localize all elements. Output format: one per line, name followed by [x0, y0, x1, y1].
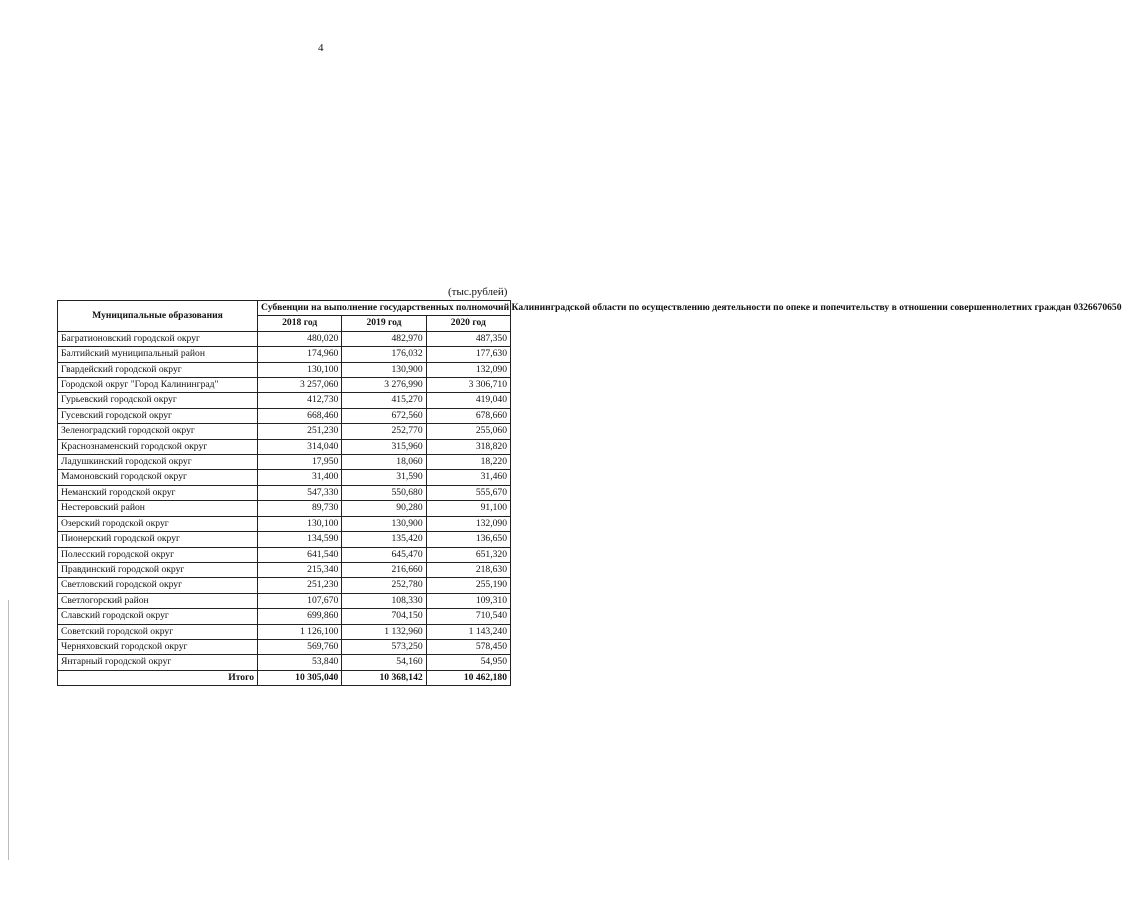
table-row — [58, 347, 511, 362]
year-header: 2018 год — [258, 316, 342, 331]
units-note: (тыс.рублей) — [448, 286, 508, 298]
total-row — [58, 670, 511, 685]
municipality-name: Балтийский муниципальный район — [58, 347, 258, 362]
value-cell: 177,630 — [426, 347, 510, 362]
municipality-name: Озерский городской округ — [58, 516, 258, 531]
value-cell: 672,560 — [342, 408, 426, 423]
value-cell: 132,090 — [426, 516, 510, 531]
value-cell: 216,660 — [342, 562, 426, 577]
value-cell: 31,460 — [426, 470, 510, 485]
value-cell: 699,860 — [258, 609, 342, 624]
value-cell: 3 257,060 — [258, 378, 342, 393]
value-cell: 678,660 — [426, 408, 510, 423]
value-cell: 252,770 — [342, 424, 426, 439]
value-cell: 54,160 — [342, 655, 426, 670]
table-row — [58, 639, 511, 654]
municipality-name: Неманский городской округ — [58, 485, 258, 500]
value-cell: 255,190 — [426, 578, 510, 593]
municipality-name: Светловский городской округ — [58, 578, 258, 593]
value-cell: 130,100 — [258, 516, 342, 531]
municipality-name: Гвардейский городской округ — [58, 362, 258, 377]
value-cell: 315,960 — [342, 439, 426, 454]
year-header: 2019 год — [342, 316, 426, 331]
value-cell: 91,100 — [426, 501, 510, 516]
table-row — [58, 578, 511, 593]
value-cell: 569,760 — [258, 639, 342, 654]
table-body — [58, 331, 511, 685]
header-subvention: Субвенции на выполнение государственных полномочий Калининградской области по осуществлению деятельности по опеке и попечительству в отношении совершеннолетних граждан 0326670650 — [258, 301, 511, 316]
table-row — [58, 393, 511, 408]
municipality-name: Советский городской округ — [58, 624, 258, 639]
value-cell: 132,090 — [426, 362, 510, 377]
value-cell: 555,670 — [426, 485, 510, 500]
value-cell: 134,590 — [258, 532, 342, 547]
total-label: Итого — [58, 670, 258, 685]
value-cell: 17,950 — [258, 455, 342, 470]
municipality-name: Нестеровский район — [58, 501, 258, 516]
municipality-name: Пионерский городской округ — [58, 532, 258, 547]
table-row — [58, 593, 511, 608]
municipality-name: Светлогорский район — [58, 593, 258, 608]
value-cell: 130,900 — [342, 516, 426, 531]
header-municipality: Муниципальные образования — [58, 301, 258, 332]
value-cell: 130,100 — [258, 362, 342, 377]
table-row — [58, 485, 511, 500]
value-cell: 251,230 — [258, 424, 342, 439]
value-cell: 18,220 — [426, 455, 510, 470]
municipality-name: Полесский городской округ — [58, 547, 258, 562]
value-cell: 31,400 — [258, 470, 342, 485]
value-cell: 487,350 — [426, 331, 510, 346]
table-row — [58, 331, 511, 346]
value-cell: 215,340 — [258, 562, 342, 577]
municipality-name: Славский городской округ — [58, 609, 258, 624]
value-cell: 255,060 — [426, 424, 510, 439]
value-cell: 704,150 — [342, 609, 426, 624]
value-cell: 550,680 — [342, 485, 426, 500]
municipality-name: Янтарный городской округ — [58, 655, 258, 670]
value-cell: 314,040 — [258, 439, 342, 454]
value-cell: 89,730 — [258, 501, 342, 516]
municipality-name: Багратионовский городской округ — [58, 331, 258, 346]
table-row — [58, 424, 511, 439]
municipality-name: Городской округ "Город Калининград" — [58, 378, 258, 393]
value-cell: 3 276,990 — [342, 378, 426, 393]
value-cell: 668,460 — [258, 408, 342, 423]
value-cell: 1 126,100 — [258, 624, 342, 639]
value-cell: 415,270 — [342, 393, 426, 408]
municipality-name: Гурьевский городской округ — [58, 393, 258, 408]
value-cell: 578,450 — [426, 639, 510, 654]
value-cell: 573,250 — [342, 639, 426, 654]
value-cell: 480,020 — [258, 331, 342, 346]
value-cell: 109,310 — [426, 593, 510, 608]
scan-margin-line — [8, 600, 9, 860]
table-row — [58, 362, 511, 377]
value-cell: 710,540 — [426, 609, 510, 624]
value-cell: 1 132,960 — [342, 624, 426, 639]
value-cell: 108,330 — [342, 593, 426, 608]
table-row — [58, 562, 511, 577]
value-cell: 251,230 — [258, 578, 342, 593]
municipality-name: Краснознаменский городской округ — [58, 439, 258, 454]
municipality-name: Мамоновский городской округ — [58, 470, 258, 485]
table-row — [58, 547, 511, 562]
value-cell: 419,040 — [426, 393, 510, 408]
value-cell: 54,950 — [426, 655, 510, 670]
table-row — [58, 655, 511, 670]
table-row — [58, 378, 511, 393]
table-row — [58, 609, 511, 624]
value-cell: 176,032 — [342, 347, 426, 362]
total-value-cell: 10 462,180 — [426, 670, 510, 685]
value-cell: 651,320 — [426, 547, 510, 562]
value-cell: 641,540 — [258, 547, 342, 562]
value-cell: 318,820 — [426, 439, 510, 454]
value-cell: 136,650 — [426, 532, 510, 547]
value-cell: 645,470 — [342, 547, 426, 562]
value-cell: 252,780 — [342, 578, 426, 593]
table-row — [58, 532, 511, 547]
municipality-name: Ладушкинский городской округ — [58, 455, 258, 470]
value-cell: 107,670 — [258, 593, 342, 608]
value-cell: 218,630 — [426, 562, 510, 577]
municipality-name: Черняховский городской округ — [58, 639, 258, 654]
value-cell: 53,840 — [258, 655, 342, 670]
value-cell: 547,330 — [258, 485, 342, 500]
municipality-name: Правдинский городской округ — [58, 562, 258, 577]
subvention-table — [57, 300, 1122, 686]
value-cell: 482,970 — [342, 331, 426, 346]
table-row — [58, 455, 511, 470]
municipality-name: Гусевский городской округ — [58, 408, 258, 423]
year-header: 2020 год — [426, 316, 510, 331]
value-cell: 31,590 — [342, 470, 426, 485]
value-cell: 3 306,710 — [426, 378, 510, 393]
table-row — [58, 516, 511, 531]
value-cell: 18,060 — [342, 455, 426, 470]
page-number: 4 — [318, 42, 324, 54]
table-row — [58, 624, 511, 639]
value-cell: 130,900 — [342, 362, 426, 377]
value-cell: 174,960 — [258, 347, 342, 362]
total-value-cell: 10 305,040 — [258, 670, 342, 685]
value-cell: 1 143,240 — [426, 624, 510, 639]
value-cell: 90,280 — [342, 501, 426, 516]
municipality-name: Зеленоградский городской округ — [58, 424, 258, 439]
value-cell: 412,730 — [258, 393, 342, 408]
total-value-cell: 10 368,142 — [342, 670, 426, 685]
table-row — [58, 439, 511, 454]
table-row — [58, 470, 511, 485]
value-cell: 135,420 — [342, 532, 426, 547]
table-row — [58, 501, 511, 516]
table-row — [58, 408, 511, 423]
